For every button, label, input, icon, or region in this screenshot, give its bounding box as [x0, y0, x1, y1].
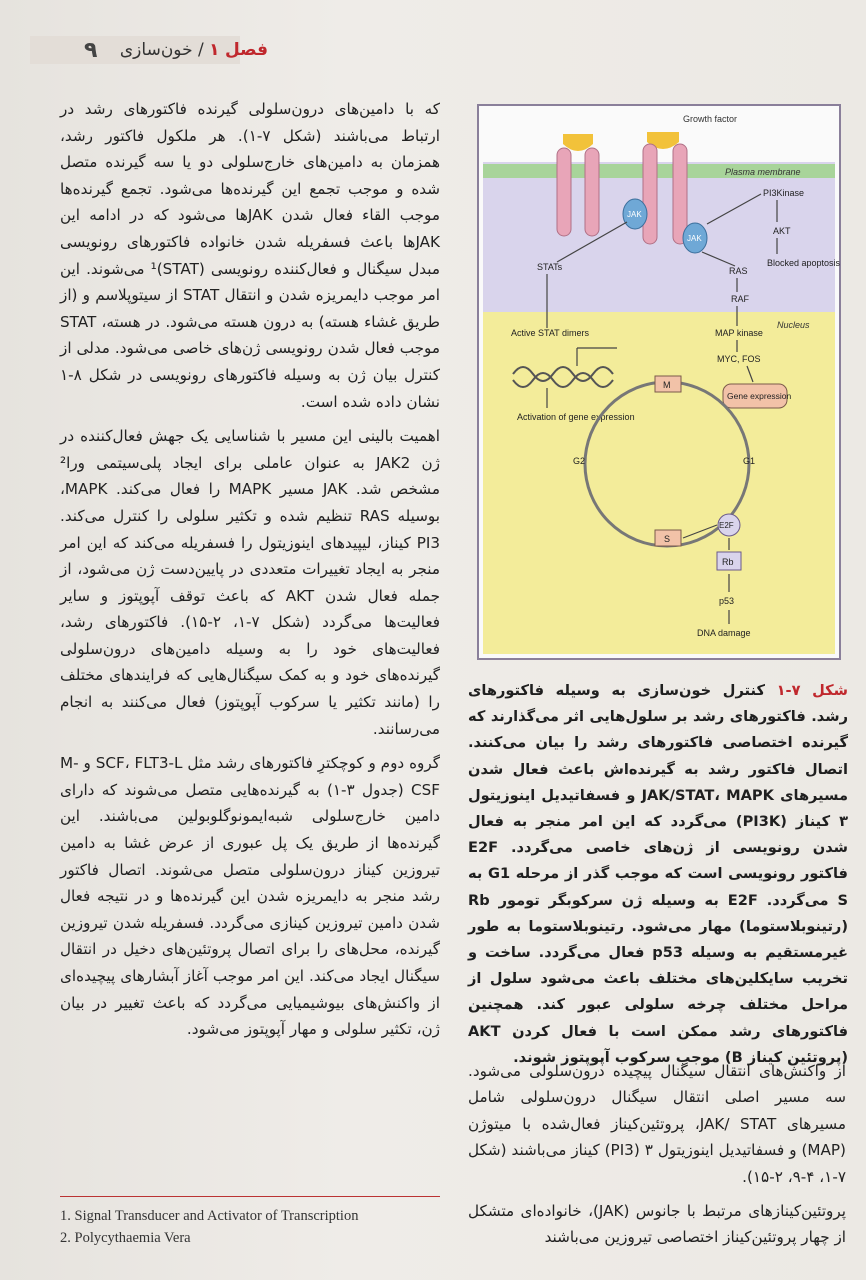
- s-phase-label: S: [664, 534, 671, 544]
- receptor-chain: [557, 148, 571, 236]
- chapter-title: خون‌سازی: [119, 40, 193, 60]
- myc-fos-label: MYC, FOS: [717, 354, 761, 364]
- receptor-chain: [585, 148, 599, 236]
- cytoplasm-region: [483, 162, 835, 312]
- footnote: 1. Signal Transducer and Activator of Transcription: [60, 1208, 359, 1224]
- nucleus-label: Nucleus: [777, 320, 810, 330]
- chapter-separator: /: [198, 40, 204, 60]
- pi3kinase-label: PI3Kinase: [763, 188, 805, 198]
- activation-gene-expression-label: Activation of gene expression: [517, 412, 635, 422]
- paragraph: که با دامین‌های درون‌سلولی گیرنده فاکتورهای رشد در ارتباط می‌باشند (شکل ۷-۱). هر ملکول فاکتور رشد، همزمان به دامین‌های خارج‌سلولی دو یا سه گیرنده متصل شده و موجب تجمع این گیرنده‌ها می‌شود. تجمع گیرنده‌ها موجب القاء فعال شدن JAKها می‌شود که در ادامه این JAKها باعث فسفریله شدن خانواده فاکتورهای رونویسی مبدل سیگنال و فعال‌کننده رونویسی (STAT)¹ می‌شوند. این امر موجب دایمریزه شدن و انتقال STAT از سیتوپلاسم و (از طریق غشاء هسته) به درون هسته می‌شود. در هسته، STAT موجب فعال شدن رونویسی ژن‌های خاصی می‌شود. مدلی از کنترل بیان ژن به وسیله فاکتورهای رونویسی در شکل ۸-۱ نشان داده شده است.: [60, 100, 440, 411]
- footnote: 2. Polycythaemia Vera: [60, 1230, 191, 1246]
- jak-label: JAK: [627, 210, 642, 219]
- footnote-divider: [60, 1196, 440, 1197]
- paragraph: گروه دوم و کوچکترِ فاکتورهای رشد مثل SCF، FLT3-L و M-CSF (جدول ۳-۱) به گیرنده‌هایی متصل می‌شوند که دارای دامین خارج‌سلولی شبه‌ایمونوگلوبولین می‌باشند. این گیرنده‌ها از طریق یک پل عبوری از عرض غشا به دامین تیروزین کیناز درون‌سلولی متصل می‌شوند. اتصال فاکتور رشد منجر به دایمریزه شدن این گیرنده‌ها و در نتیجه فعال شدن دامین تیروزین کینازی می‌گردد. فسفریله شدن تیروزین گیرنده، محل‌های را برای اتصال پروتئین‌های دخیل در انتقال سیگنال ایجاد می‌کند. این امر موجب آغاز آبشارهای پیچیده‌ای از واکنش‌های بیوشیمیایی می‌گردد که باعث تغییر در بیان ژن، تکثیر سلولی و مهار آپوپتوز می‌شود.: [60, 754, 440, 1039]
- receptor-chain: [643, 144, 657, 244]
- stats-label: STATs: [537, 262, 563, 272]
- nucleus-region: [483, 312, 835, 654]
- active-stat-dimers-label: Active STAT dimers: [511, 328, 590, 338]
- growth-factor-label: Growth factor: [683, 114, 738, 124]
- plasma-membrane-label: Plasma membrane: [725, 167, 801, 177]
- page-number: ۹: [84, 38, 98, 63]
- page-header: [0, 36, 866, 66]
- g1-phase-label: G1: [743, 456, 756, 466]
- right-column-text: [468, 1058, 846, 1259]
- e2f-label: E2F: [719, 521, 734, 530]
- chapter-heading: [118, 40, 268, 60]
- signaling-figure: [477, 104, 841, 660]
- paragraph: از واکنش‌های انتقال سیگنال پیچیده درون‌سلولی می‌شود. سه مسیر اصلی انتقال سیگنال درون‌سلولی شامل مسیرهای JAK/ STAT، پروتئین‌کیناز فعال‌شده با میتوژن (MAP) و فسفاتیدیل اینوزیتول ۳ (PI3) کیناز می‌باشند (شکل ۷-۱، ۴-۹، ۲-۱۵).: [468, 1062, 846, 1186]
- g2-phase-label: G2: [573, 456, 586, 466]
- rb-label: Rb: [722, 557, 734, 567]
- footnotes: [60, 1205, 440, 1249]
- blocked-apoptosis-label: Blocked apoptosis: [767, 258, 841, 268]
- m-phase-label: M: [663, 380, 671, 390]
- gene-expression-label: Gene expression: [727, 391, 792, 401]
- caption-text: کنترل خون‌سازی به وسیله فاکتورهای رشد. فاکتورهای رشد بر سلول‌هایی اثر می‌گذارند که گیرنده اختصاصی فاکتورهای رشد را بیان می‌کنند. اتصال فاکتور رشد به گیرنده‌اش باعث فعال شدن مسیرهای JAK/STAT، MAPK و فسفاتیدیل اینوزیتول ۳ کیناز (PI3K) می‌گردد که این امر منجر به فعال شدن رونویسی از ژن‌های خاصی می‌گردد. E2F فاکتور رونویسی است که موجب گذر از مرحله G1 به S می‌گردد. E2F به وسیله ژن سرکوبگر تومور Rb (رتینوبلاستوما) مهار می‌شود. رتینوبلاستوما به طور غیرمستقیم به وسیله p53 فعال می‌گردد. ساخت و تخریب سایکلین‌های مختلف باعث می‌شود سلول از مراحل مختلف چرخه سلولی عبور کند. همچنین فاکتورهای رشد ممکن است با فعال کردن AKT (پروتئین کیناز B) موجب سرکوب آپوپتوز شوند.: [468, 682, 848, 1066]
- raf-label: RAF: [731, 294, 749, 304]
- signaling-diagram: [477, 104, 841, 660]
- map-kinase-label: MAP kinase: [715, 328, 763, 338]
- caption-title: شکل ۷-۱: [776, 682, 848, 699]
- p53-label: p53: [719, 596, 735, 606]
- chapter-number: ۱: [209, 40, 220, 60]
- left-column-text: [60, 96, 440, 1051]
- chapter-label: فصل: [224, 40, 268, 60]
- paragraph: اهمیت بالینی این مسیر با شناسایی یک جهش فعال‌کننده در ژن JAK2 به عنوان عاملی برای ایجاد پلی‌سیتمی ورا² مشخص شد. JAK مسیر MAPK را فعال می‌کند. MAPK، بوسیله RAS تنظیم شده و تکثیر سلولی را کنترل می‌کند. PI3 کیناز، لیپیدهای اینوزیتول را فسفریله می‌کند که این امر منجر به ایجاد تغییرات متعددی در پایین‌دست ژن می‌شود، از جمله فعال شدن AKT که باعث توقف آپوپتوز و سایر فعالیت‌ها می‌گردد (شکل ۷-۱، ۲-۱۵). فاکتورهای رشد، فعالیت‌های خود را به وسیله دامین‌های درون‌سلولی گیرنده‌های خود و به کمک سیگنال‌هایی که فرایندهای مختلف را (مانند تکثیر یا سرکوب آپوپتوز) فعال می‌کنند به انجام می‌رسانند.: [60, 427, 440, 738]
- ras-label: RAS: [729, 266, 748, 276]
- figure-caption: [468, 678, 848, 1071]
- paragraph: پروتئین‌کینازهای مرتبط با جانوس (JAK)، خانواده‌ای متشکل از چهار پروتئین‌کیناز اختصاصی تیروزین می‌باشند: [468, 1202, 846, 1247]
- akt-label: AKT: [773, 226, 791, 236]
- dna-damage-label: DNA damage: [697, 628, 751, 638]
- jak-label: JAK: [687, 234, 702, 243]
